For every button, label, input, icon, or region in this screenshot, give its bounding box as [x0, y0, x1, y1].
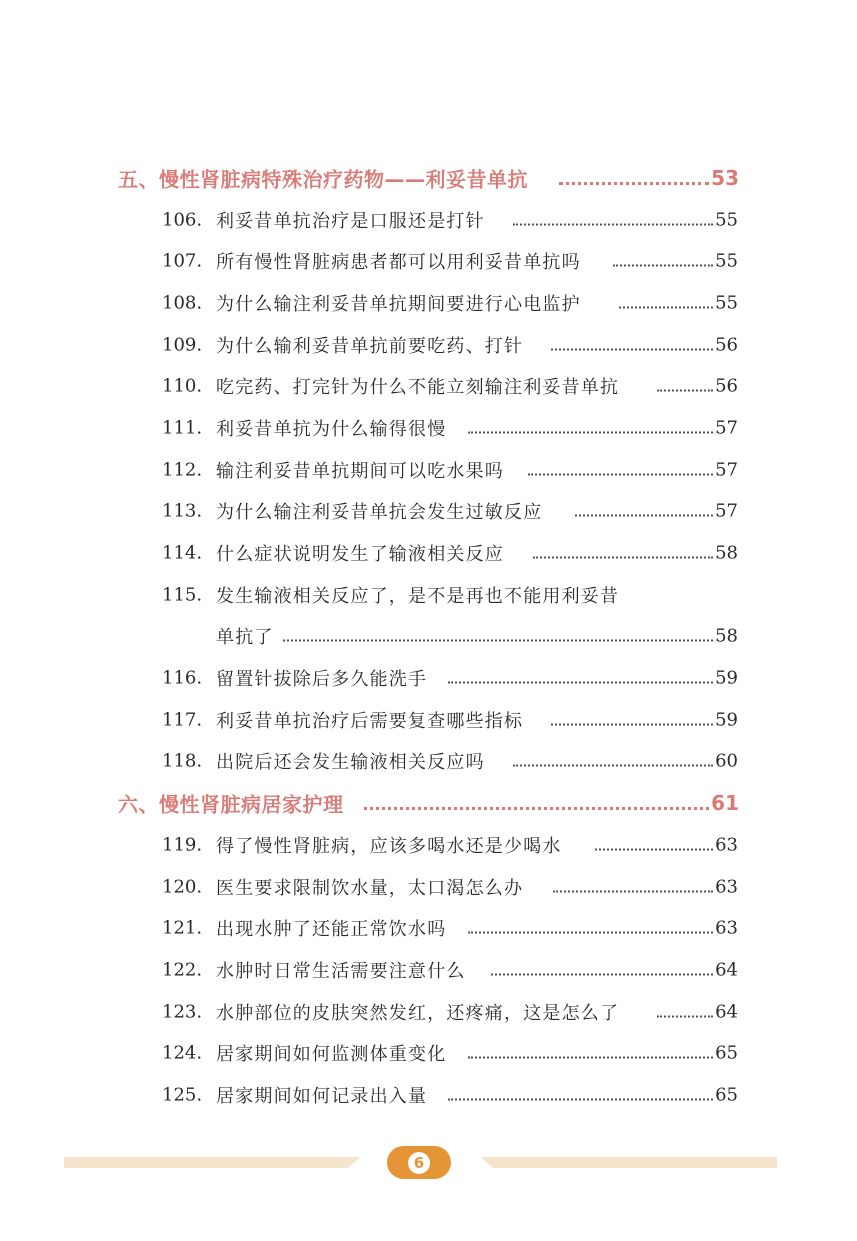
- entry-number: 110.: [162, 375, 203, 397]
- dot-leader: [657, 1001, 738, 1022]
- entry-title: 利妥昔单抗治疗是口服还是打针: [216, 210, 485, 232]
- toc-entry[interactable]: [0, 866, 857, 908]
- dot-leader: [559, 166, 739, 190]
- toc-entry[interactable]: [0, 282, 857, 324]
- entry-title: 得了慢性肾脏病，应该多喝水还是少喝水: [216, 835, 562, 857]
- section-title: 六、慢性肾脏病居家护理: [118, 792, 344, 817]
- dot-leader: [283, 626, 738, 647]
- dot-leader: [533, 543, 738, 564]
- entry-title: 居家期间如何监测体重变化: [216, 1044, 447, 1066]
- entry-title: 为什么输注利妥昔单抗会发生过敏反应: [216, 502, 543, 524]
- dot-leader: [491, 959, 738, 980]
- entry-number: 113.: [162, 500, 203, 522]
- toc-entry[interactable]: [0, 1032, 857, 1074]
- dot-leader: [551, 709, 738, 730]
- page-number-badge: [387, 1146, 451, 1179]
- dot-leader: [553, 876, 738, 897]
- dot-leader: [448, 668, 738, 689]
- footer-decor-bar-left: [64, 1157, 360, 1168]
- entry-title-continuation: 单抗了: [216, 627, 274, 649]
- entry-number: 114.: [162, 542, 203, 564]
- entry-title: 所有慢性肾脏病患者都可以用利妥昔单抗吗: [216, 252, 581, 274]
- toc-entry[interactable]: [0, 240, 857, 282]
- entry-title: 水肿部位的皮肤突然发红，还疼痛，这是怎么了: [216, 1002, 620, 1024]
- toc-section-heading[interactable]: [0, 782, 857, 824]
- toc-entry[interactable]: [0, 907, 857, 949]
- entry-page-number: 59: [715, 709, 738, 731]
- entry-title: 出院后还会发生输液相关反应吗: [216, 752, 485, 774]
- entry-title: 为什么输利妥昔单抗前要吃药、打针: [216, 335, 524, 357]
- entry-title: 利妥昔单抗治疗后需要复查哪些指标: [216, 710, 524, 732]
- entry-number: 124.: [162, 1042, 203, 1064]
- entry-number: 125.: [162, 1084, 203, 1106]
- entry-title: 留置针拔除后多久能洗手: [216, 669, 428, 691]
- entry-number: 106.: [162, 209, 203, 231]
- toc-entry[interactable]: [0, 407, 857, 449]
- section-page-number: 61: [711, 791, 739, 816]
- entry-page-number: 63: [715, 876, 738, 898]
- toc-entry[interactable]: [0, 324, 857, 366]
- table-of-contents: [0, 157, 857, 1116]
- toc-entry[interactable]: [0, 532, 857, 574]
- entry-number: 120.: [162, 876, 203, 898]
- toc-entry[interactable]: [0, 574, 857, 616]
- entry-page-number: 57: [715, 417, 738, 439]
- dot-leader: [595, 834, 738, 855]
- toc-entry[interactable]: [0, 199, 857, 241]
- entry-number: 107.: [162, 250, 203, 272]
- dot-leader: [468, 1043, 738, 1064]
- toc-entry[interactable]: [0, 699, 857, 741]
- entry-number: 123.: [162, 1001, 203, 1023]
- entry-number: 119.: [162, 834, 203, 856]
- dot-leader: [513, 209, 738, 230]
- toc-entry[interactable]: [0, 824, 857, 866]
- entry-page-number: 56: [715, 375, 738, 397]
- entry-number: 111.: [162, 417, 203, 439]
- toc-entry[interactable]: [0, 491, 857, 533]
- toc-entry[interactable]: [0, 657, 857, 699]
- toc-entry-continuation[interactable]: [0, 616, 857, 658]
- page-number: 6: [408, 1152, 430, 1174]
- entry-number: 109.: [162, 334, 203, 356]
- entry-title: 为什么输注利妥昔单抗期间要进行心电监护: [216, 293, 581, 315]
- section-title: 五、慢性肾脏病特殊治疗药物——利妥昔单抗: [118, 167, 528, 192]
- entry-number: 108.: [162, 292, 203, 314]
- entry-page-number: 63: [715, 834, 738, 856]
- entry-number: 112.: [162, 459, 203, 481]
- entry-page-number: 55: [715, 292, 738, 314]
- dot-leader: [528, 459, 738, 480]
- entry-title: 发生输液相关反应了，是不是再也不能用利妥昔: [216, 585, 620, 607]
- toc-entry[interactable]: [0, 949, 857, 991]
- entry-page-number: 56: [715, 334, 738, 356]
- entry-page-number: 64: [715, 1001, 738, 1023]
- toc-entry[interactable]: [0, 991, 857, 1033]
- section-page-number: 53: [711, 165, 739, 190]
- dot-leader: [575, 501, 738, 522]
- entry-title: 出现水肿了还能正常饮水吗: [216, 919, 447, 941]
- toc-entry[interactable]: [0, 449, 857, 491]
- dot-leader: [613, 251, 738, 272]
- footer-decor-bar-right: [481, 1157, 777, 1168]
- entry-page-number: 55: [715, 209, 738, 231]
- entry-title: 吃完药、打完针为什么不能立刻输注利妥昔单抗: [216, 377, 620, 399]
- entry-page-number: 57: [715, 459, 738, 481]
- entry-title: 输注利妥昔单抗期间可以吃水果吗: [216, 460, 504, 482]
- entry-page-number: 65: [715, 1042, 738, 1064]
- entry-number: 122.: [162, 959, 203, 981]
- entry-title: 什么症状说明发生了输液相关反应: [216, 544, 504, 566]
- entry-page-number: 59: [715, 667, 738, 689]
- entry-number: 116.: [162, 667, 203, 689]
- entry-page-number: 64: [715, 959, 738, 981]
- entry-page-number: 58: [715, 625, 738, 647]
- dot-leader: [513, 751, 738, 772]
- dot-leader: [657, 376, 738, 397]
- dot-leader: [468, 918, 738, 939]
- entry-page-number: 65: [715, 1084, 738, 1106]
- entry-title: 利妥昔单抗为什么输得很慢: [216, 418, 447, 440]
- dot-leader: [551, 334, 738, 355]
- entry-title: 医生要求限制饮水量，太口渴怎么办: [216, 877, 524, 899]
- entry-page-number: 55: [715, 250, 738, 272]
- toc-entry[interactable]: [0, 741, 857, 783]
- dot-leader: [619, 292, 738, 313]
- toc-entry[interactable]: [0, 1074, 857, 1116]
- entry-page-number: 57: [715, 500, 738, 522]
- toc-section-heading[interactable]: [0, 157, 857, 199]
- dot-leader: [364, 791, 739, 815]
- dot-leader: [468, 417, 738, 438]
- toc-entry[interactable]: [0, 365, 857, 407]
- entry-page-number: 58: [715, 542, 738, 564]
- entry-title: 居家期间如何记录出入量: [216, 1085, 428, 1107]
- entry-number: 115.: [162, 584, 203, 606]
- entry-number: 118.: [162, 750, 203, 772]
- entry-number: 117.: [162, 709, 203, 731]
- entry-number: 121.: [162, 917, 203, 939]
- entry-page-number: 60: [715, 750, 738, 772]
- entry-title: 水肿时日常生活需要注意什么: [216, 960, 466, 982]
- dot-leader: [448, 1084, 738, 1105]
- entry-page-number: 63: [715, 917, 738, 939]
